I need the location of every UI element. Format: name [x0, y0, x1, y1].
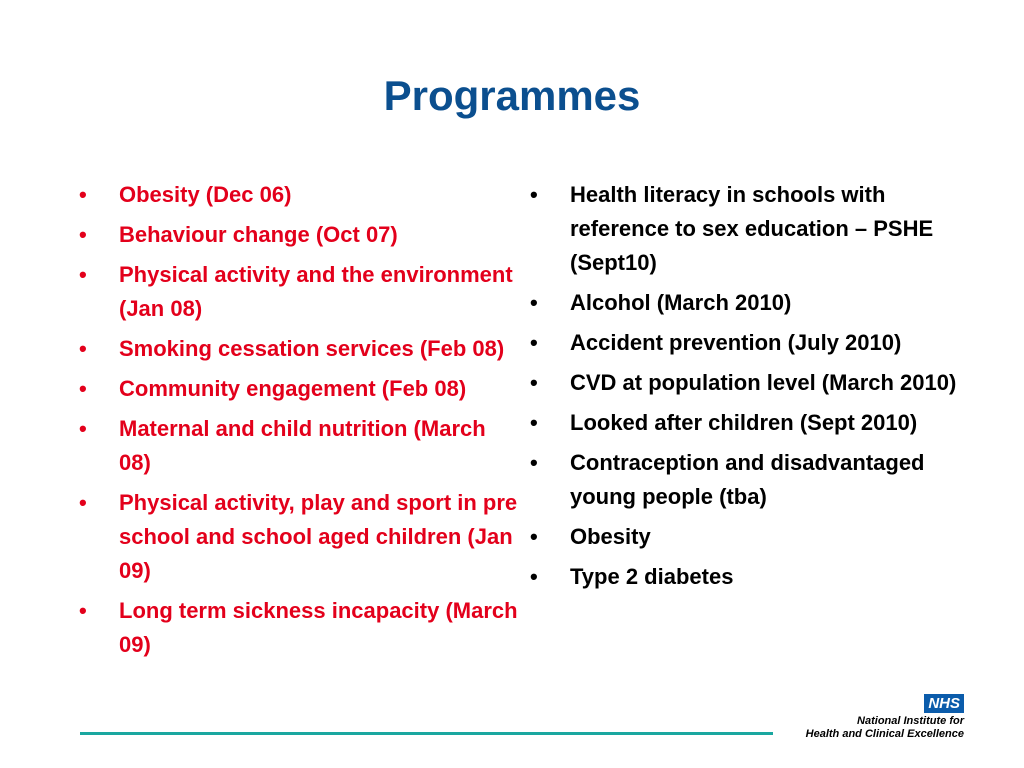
list-item-text: Community engagement (Feb 08) [119, 376, 467, 401]
bullet-icon: • [79, 222, 87, 247]
list-item-text: CVD at population level (March 2010) [570, 370, 957, 395]
list-item [530, 520, 970, 554]
list-item [530, 286, 970, 320]
footer-divider [80, 732, 773, 735]
list-item [530, 560, 970, 594]
list-item-text: Physical activity, play and sport in pre school and school aged children (Jan 09) [119, 490, 518, 583]
list-item-text: Smoking cessation services (Feb 08) [119, 336, 505, 361]
list-item [79, 332, 519, 366]
list-item [530, 406, 970, 440]
bullet-icon: • [530, 290, 538, 315]
list-item [79, 218, 519, 252]
list-item [530, 446, 970, 514]
list-item-text: Alcohol (March 2010) [570, 290, 792, 315]
list-item [79, 594, 519, 662]
list-item-text: Long term sickness incapacity (March 09) [119, 598, 518, 657]
right-programme-list [530, 178, 970, 600]
list-item-text: Looked after children (Sept 2010) [570, 410, 918, 435]
bullet-icon: • [79, 598, 87, 623]
bullet-icon: • [79, 490, 87, 515]
bullet-icon: • [530, 524, 538, 549]
list-item [79, 178, 519, 212]
list-item [530, 366, 970, 400]
bullet-icon: • [530, 564, 538, 589]
list-item [530, 178, 970, 280]
list-item-text: Behaviour change (Oct 07) [119, 222, 398, 247]
list-item [530, 326, 970, 360]
bullet-icon: • [530, 330, 538, 355]
list-item-text: Obesity [570, 524, 651, 549]
nice-logo [800, 694, 970, 741]
list-item [79, 372, 519, 406]
bullet-icon: • [79, 376, 87, 401]
nhs-logo-badge: NHS [924, 694, 964, 713]
list-item-text: Accident prevention (July 2010) [570, 330, 902, 355]
bullet-icon: • [79, 416, 87, 441]
list-item [79, 258, 519, 326]
list-item-text: Physical activity and the environment (Jan 08) [119, 262, 513, 321]
list-item [79, 486, 519, 588]
list-item-text: Type 2 diabetes [570, 564, 734, 589]
bullet-icon: • [79, 182, 87, 207]
list-item [79, 412, 519, 480]
logo-line-2: Health and Clinical Excellence [805, 728, 964, 740]
list-item-text: Obesity (Dec 06) [119, 182, 292, 207]
bullet-icon: • [530, 450, 538, 475]
list-item-text: Maternal and child nutrition (March 08) [119, 416, 486, 475]
logo-line-1: National Institute for [857, 715, 964, 727]
bullet-icon: • [79, 336, 87, 361]
list-item-text: Health literacy in schools with reference to sex education – PSHE (Sept10) [570, 182, 934, 275]
bullet-icon: • [530, 182, 538, 207]
left-programme-list [79, 178, 519, 668]
bullet-icon: • [79, 262, 87, 287]
bullet-icon: • [530, 370, 538, 395]
bullet-icon: • [530, 410, 538, 435]
list-item-text: Contraception and disadvantaged young people (tba) [570, 450, 925, 509]
slide-title: Programmes [383, 72, 641, 119]
